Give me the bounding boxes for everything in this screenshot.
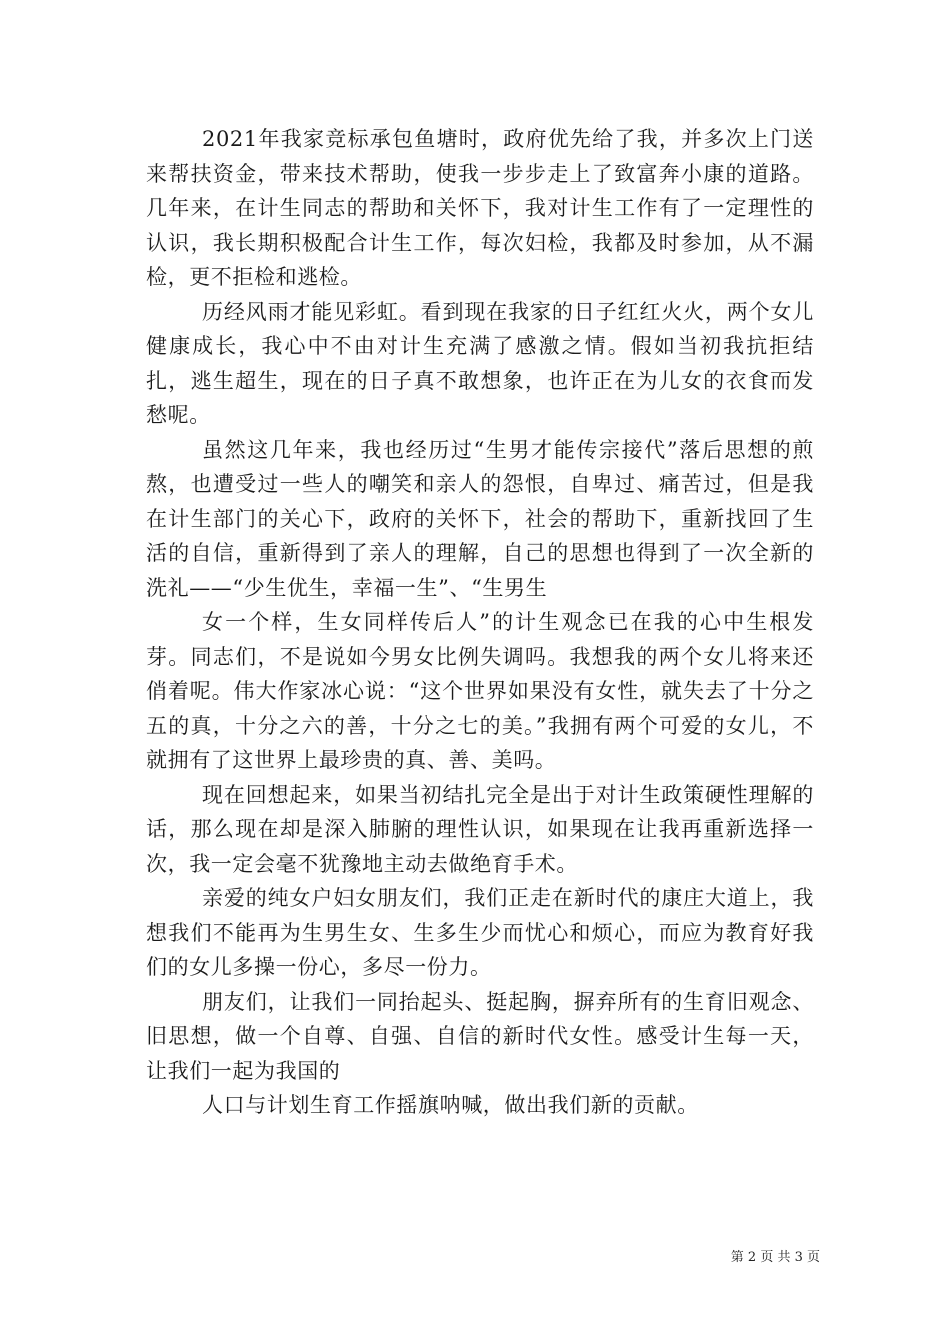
paragraph-3: 虽然这几年来，我也经历过“生男才能传宗接代”落后思想的煎熬，也遭受过一些人的嘲笑和亲人的怨恨，自卑过、痛苦过，但是我在计生部门的关心下，政府的关怀下，社会的帮助下，重新找回了生活的自信，重新得到了亲人的理解，自己的思想也得到了一次全新的洗礼——“少生优生，幸福一生”、“生男生 [146,437,814,600]
paragraph-5: 现在回想起来，如果当初结扎完全是出于对计生政策硬性理解的话，那么现在却是深入肺腑的理性认识，如果现在让我再重新选择一次，我一定会毫不犹豫地主动去做绝育手术。 [146,782,814,876]
paragraph-8: 人口与计划生育工作摇旗呐喊，做出我们新的贡献。 [202,1093,699,1117]
paragraph-2: 历经风雨才能见彩虹。看到现在我家的日子红红火火，两个女儿健康成长，我心中不由对计生充满了感激之情。假如当初我抗拒结扎，逃生超生，现在的日子真不敢想象，也许正在为儿女的衣食而发愁呢。 [146,299,814,427]
page-number-footer: 第 2 页 共 3 页 [730,1250,820,1265]
paragraph-4: 女一个样，生女同样传后人”的计生观念已在我的心中生根发芽。同志们，不是说如今男女比例失调吗。我想我的两个女儿将来还俏着呢。伟大作家冰心说：“这个世界如果没有女性，就失去了十分之五的真，十分之六的善，十分之七的美。”我拥有两个可爱的女儿，不就拥有了这世界上最珍贵的真、善、美吗。 [146,610,814,772]
paragraph-1: 2021年我家竞标承包鱼塘时，政府优先给了我，并多次上门送来帮扶资金，带来技术帮助，使我一步步走上了致富奔小康的道路。几年来，在计生同志的帮助和关怀下，我对计生工作有了一定理性的认识，我长期积极配合计生工作，每次妇检，我都及时参加，从不漏检，更不拒检和逃检。 [146,127,814,289]
paragraph-7: 朋友们，让我们一同抬起头、挺起胸，摒弃所有的生育旧观念、旧思想，做一个自尊、自强、自信的新时代女性。感受计生每一天，让我们一起为我国的 [146,989,814,1083]
document-body [146,122,814,1123]
paragraph-6: 亲爱的纯女户妇女朋友们，我们正走在新时代的康庄大道上，我想我们不能再为生男生女、生多生少而忧心和烦心，而应为教育好我们的女儿多操一份心，多尽一份力。 [146,886,814,979]
